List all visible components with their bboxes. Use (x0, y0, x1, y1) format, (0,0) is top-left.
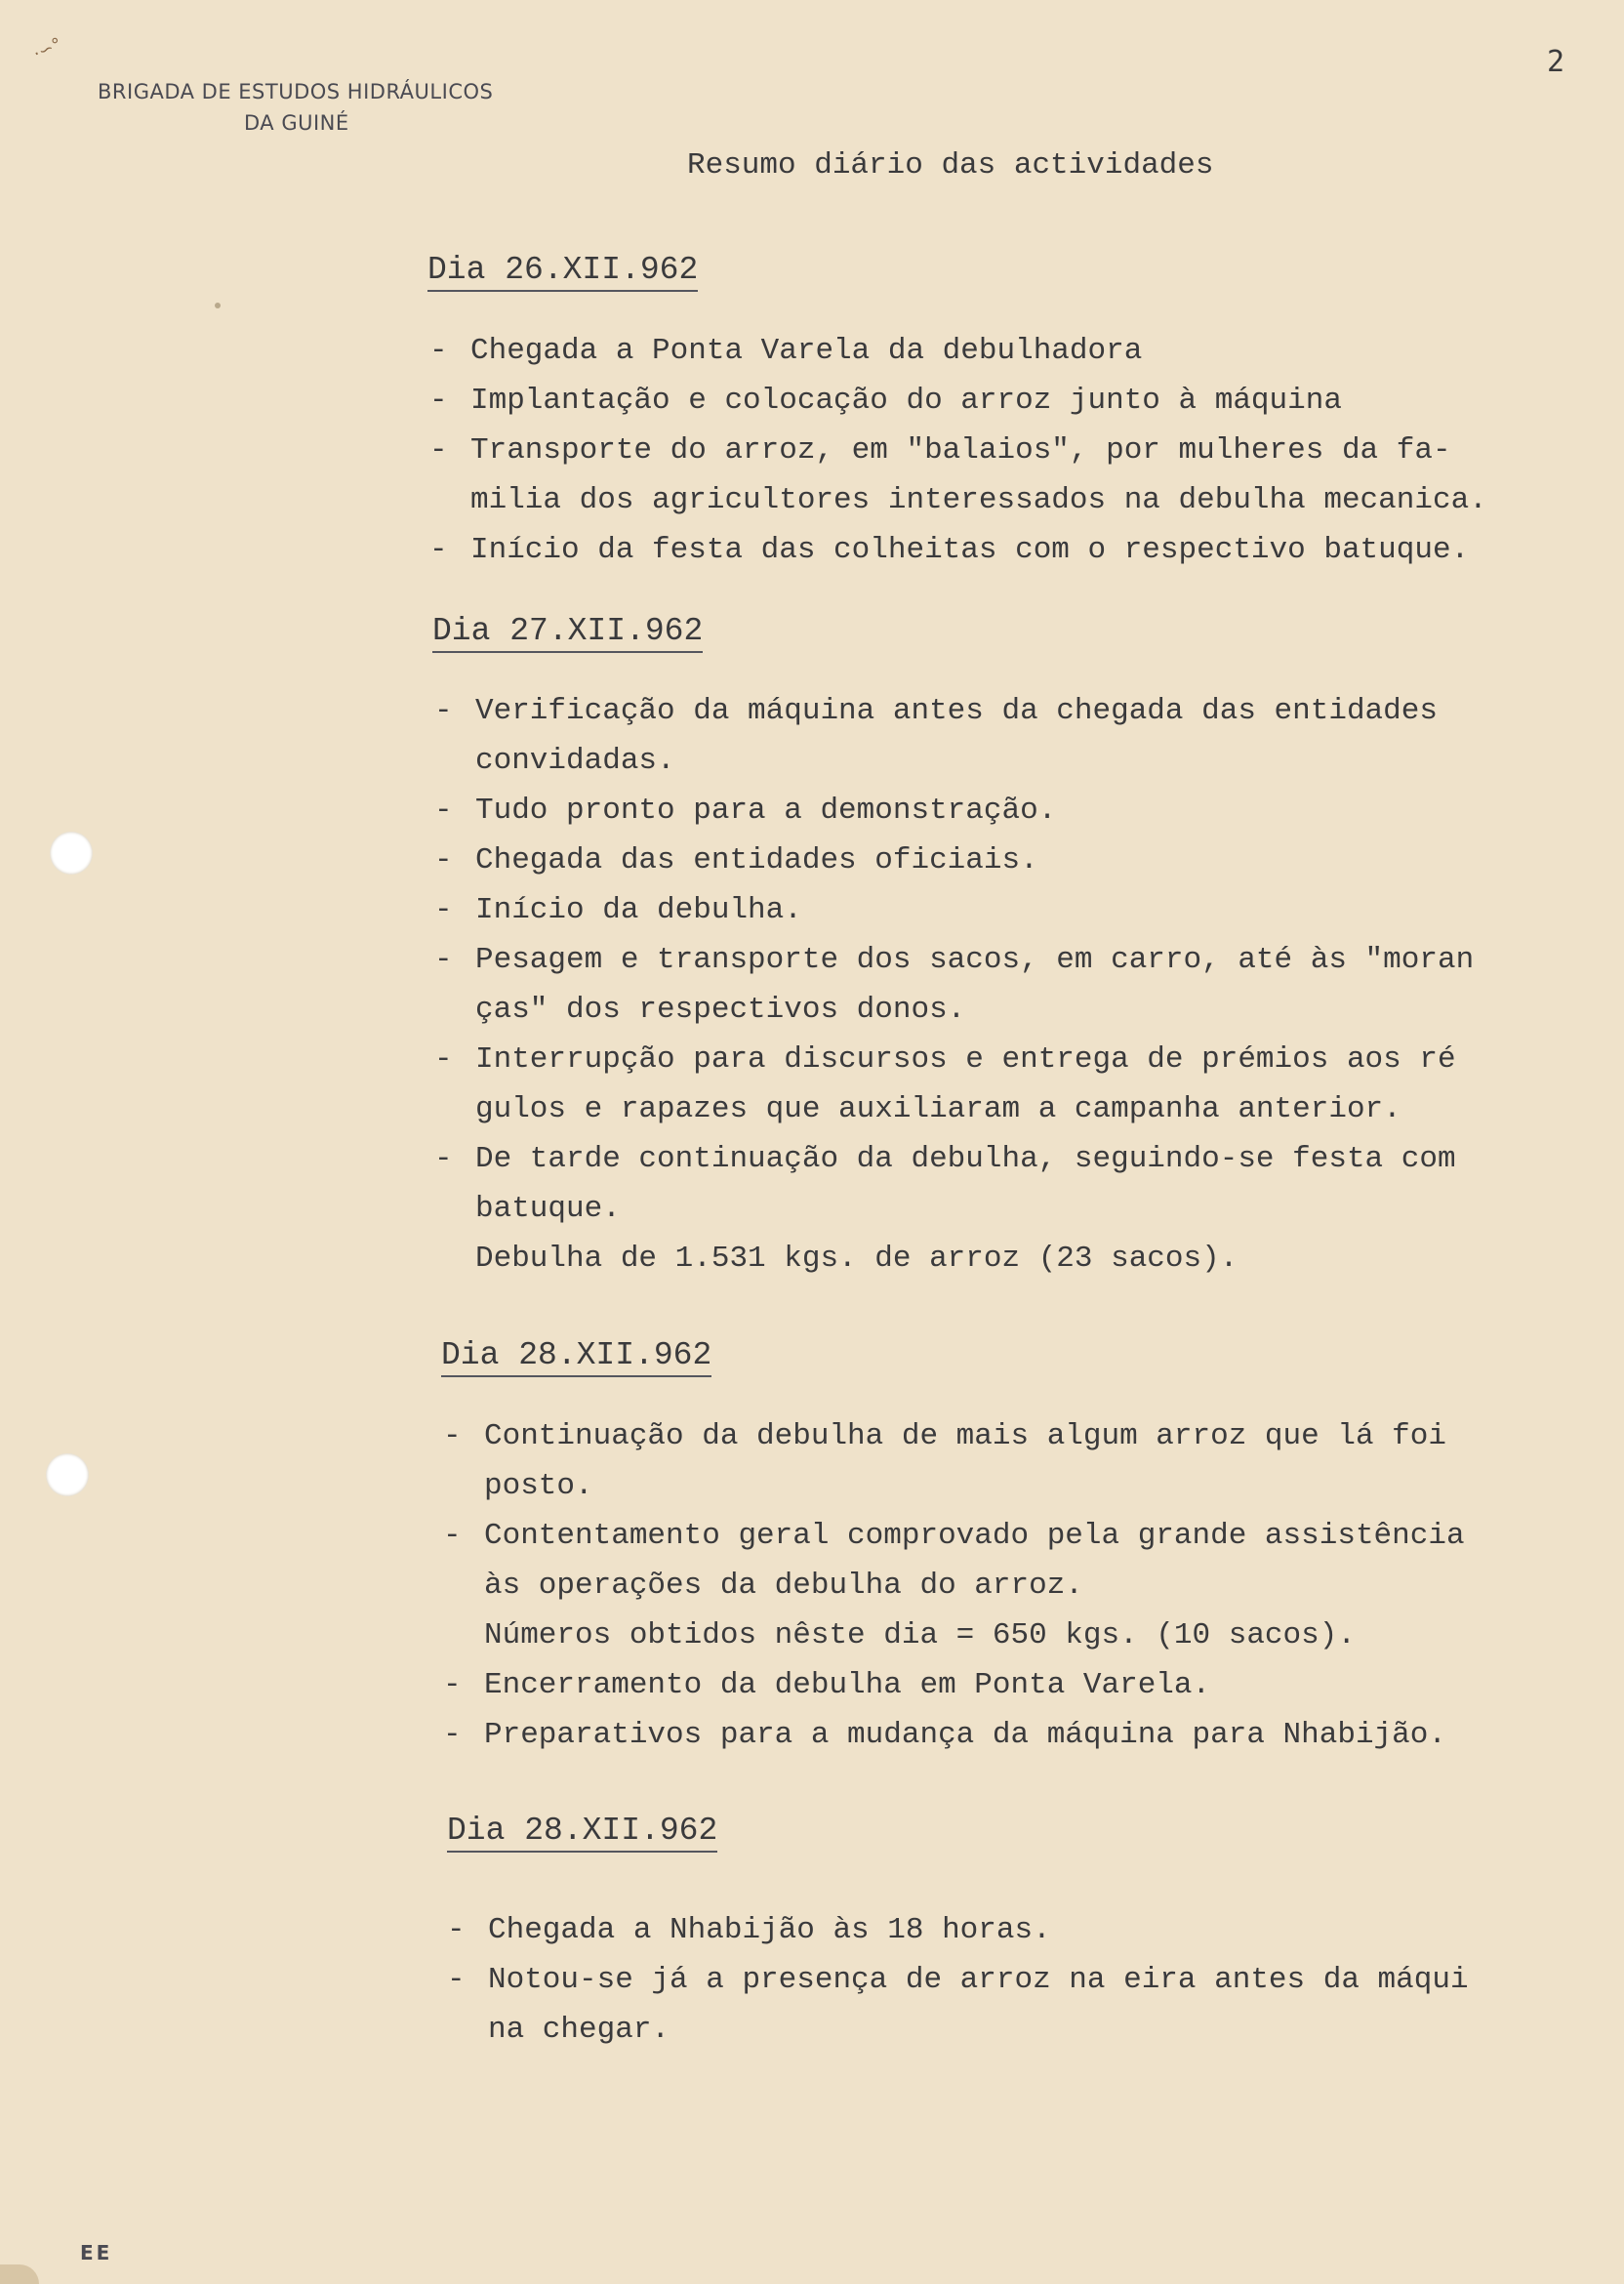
item-text: Notou-se já a presença de arroz na eira antes da máqui na chegar. (488, 1963, 1469, 2047)
paper-speck (215, 303, 221, 308)
list-item (429, 525, 1487, 575)
list-item (434, 935, 1474, 1035)
list-item (429, 426, 1487, 525)
day-heading-1: Dia 26.XII.962 (427, 252, 698, 292)
letterhead-line-1: BRIGADA DE ESTUDOS HIDRÁULICOS (98, 80, 494, 103)
item-text: Início da festa das colheitas com o respectivo batuque. (470, 533, 1470, 567)
dash-marker: - (429, 533, 448, 567)
list-item (434, 786, 1474, 836)
dash-marker: - (447, 1913, 466, 1947)
dash-marker: - (429, 433, 448, 468)
dash-marker: - (434, 1142, 453, 1176)
day-heading-2: Dia 27.XII.962 (432, 613, 703, 653)
corner-wear (0, 2264, 39, 2284)
page-number: 2 (1547, 45, 1565, 79)
entries-day-3 (443, 1411, 1465, 1760)
punch-hole-lower (46, 1453, 89, 1496)
list-item (443, 1411, 1465, 1511)
item-text: Verificação da máquina antes da chegada das entidades convidadas. (475, 694, 1438, 778)
list-item (447, 1955, 1469, 2055)
dash-marker: - (434, 843, 453, 877)
list-item (434, 1035, 1474, 1134)
document-title: Resumo diário das actividades (687, 148, 1214, 183)
entries-day-4 (447, 1905, 1469, 2055)
list-item (443, 1710, 1465, 1760)
dash-marker: - (434, 893, 453, 927)
dash-marker: - (443, 1668, 462, 1702)
item-text: Chegada a Nhabijão às 18 horas. (488, 1913, 1051, 1947)
dash-marker: - (447, 1963, 466, 1997)
item-text: Implantação e colocação do arroz junto à máquina (470, 384, 1342, 418)
dash-marker: - (443, 1419, 462, 1453)
item-text: Chegada a Ponta Varela da debulhadora (470, 334, 1143, 368)
dash-marker: - (429, 334, 448, 368)
item-text: Pesagem e transporte dos sacos, em carro, até às "moran ças" dos respectivos donos. (475, 943, 1475, 1027)
list-item (434, 885, 1474, 935)
entries-day-2 (434, 686, 1474, 1284)
dash-marker: - (434, 1042, 453, 1077)
item-text: Chegada das entidades oficiais. (475, 843, 1038, 877)
day-heading-3: Dia 28.XII.962 (441, 1337, 711, 1377)
letterhead (98, 76, 493, 139)
dash-marker: - (443, 1519, 462, 1553)
dash-marker: - (443, 1718, 462, 1752)
item-text: Contentamento geral comprovado pela grande assistência às operações da debulha do arroz. Números obtidos nêste dia = 650 kgs. (10 sacos). (484, 1519, 1465, 1652)
list-item (443, 1511, 1465, 1660)
item-text: Início da debulha. (475, 893, 802, 927)
dash-marker: - (429, 384, 448, 418)
item-text: Continuação da debulha de mais algum arroz que lá foi posto. (484, 1419, 1446, 1503)
dash-marker: - (434, 794, 453, 828)
ink-mark: ·∽° (29, 33, 65, 65)
list-item (434, 836, 1474, 885)
day-heading-4: Dia 28.XII.962 (447, 1813, 717, 1853)
item-text: Transporte do arroz, em "balaios", por mulheres da fa- milia dos agricultores interessados na debulha mecanica. (470, 433, 1487, 517)
item-text: Preparativos para a mudança da máquina para Nhabijão. (484, 1718, 1446, 1752)
dash-marker: - (434, 943, 453, 977)
list-item (429, 326, 1487, 376)
letterhead-line-2: DA GUINÉ (244, 111, 349, 135)
entries-day-1 (429, 326, 1487, 575)
punch-hole-upper (50, 832, 93, 875)
list-item (429, 376, 1487, 426)
item-text: De tarde continuação da debulha, seguindo-se festa com batuque. Debulha de 1.531 kgs. de arroz (23 sacos). (475, 1142, 1456, 1276)
item-text: Interrupção para discursos e entrega de prémios aos ré gulos e rapazes que auxiliaram a campanha anterior. (475, 1042, 1456, 1126)
list-item (434, 686, 1474, 786)
list-item (434, 1134, 1474, 1284)
list-item (447, 1905, 1469, 1955)
footer-mark: EE (80, 2241, 113, 2264)
item-text: Encerramento da debulha em Ponta Varela. (484, 1668, 1211, 1702)
list-item (443, 1660, 1465, 1710)
dash-marker: - (434, 694, 453, 728)
item-text: Tudo pronto para a demonstração. (475, 794, 1057, 828)
